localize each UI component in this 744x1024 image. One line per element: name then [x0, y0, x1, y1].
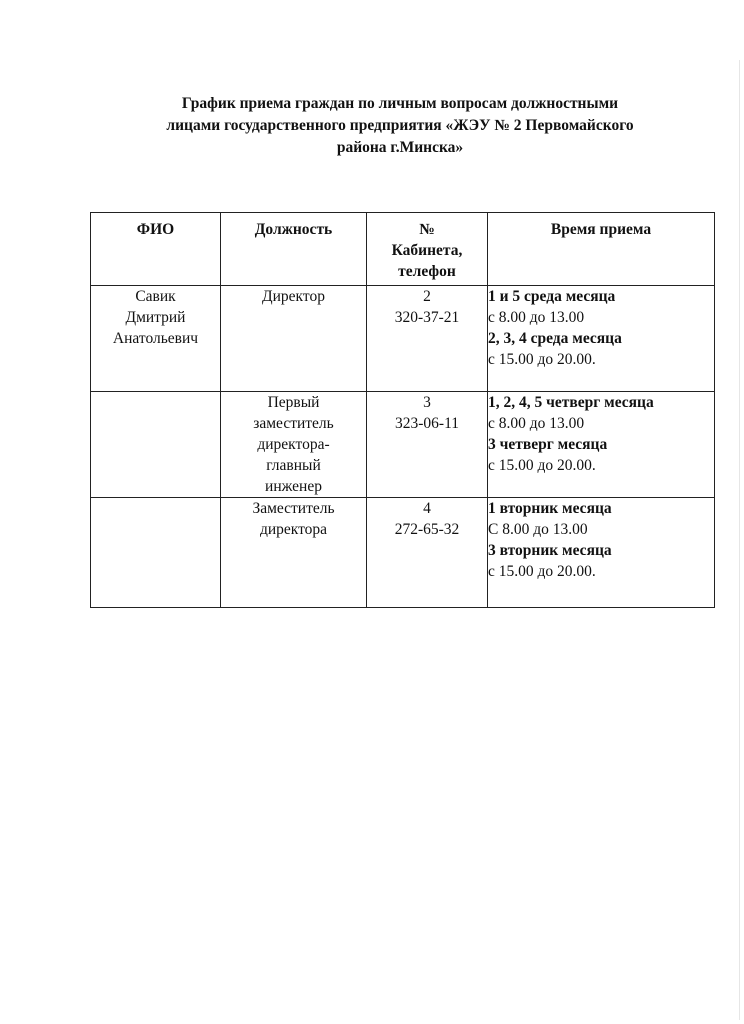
cell-reception-time: [488, 286, 715, 392]
position-line: директора-: [257, 436, 330, 453]
header-position: Должность: [221, 213, 367, 286]
title-line: лицами государственного предприятия «ЖЭУ № 2 Первомайского: [166, 117, 634, 134]
table-row: [91, 392, 715, 498]
time-schedule-days: 2, 3, 4 среда месяца: [488, 330, 622, 347]
phone-number: 323-06-11: [395, 415, 459, 432]
time-schedule-hours: с 8.00 до 13.00: [488, 309, 585, 326]
title-line: График приема граждан по личным вопросам должностными: [181, 95, 619, 112]
table-header-row: [91, 213, 715, 286]
position-line: директора: [259, 521, 328, 538]
fio-line: Дмитрий: [125, 309, 186, 326]
cabinet-number: 3: [423, 394, 431, 411]
cell-reception-time: [488, 498, 715, 608]
header-cabinet-phone: [367, 213, 488, 286]
page-title: [90, 93, 710, 159]
fio-line: Анатольевич: [112, 330, 199, 347]
time-schedule-days: 3 вторник месяца: [488, 542, 612, 559]
position-line: инженер: [265, 478, 322, 495]
cell-position: [221, 392, 367, 498]
cabinet-number: 4: [423, 500, 431, 517]
cabinet-number: 2: [423, 288, 431, 305]
header-reception-time: Время приема: [488, 213, 715, 286]
time-schedule-days: 3 четверг месяца: [488, 436, 608, 453]
position-line: Заместитель: [252, 500, 335, 517]
cell-fio: [91, 286, 221, 392]
position-line: Директор: [262, 288, 325, 305]
position-line: заместитель: [253, 415, 334, 432]
phone-number: 272-65-32: [394, 521, 460, 538]
time-schedule-hours: С 8.00 до 13.00: [488, 521, 588, 538]
time-schedule-days: 1, 2, 4, 5 четверг месяца: [488, 394, 654, 411]
cell-cabinet-phone: [367, 498, 488, 608]
scan-edge-line: [739, 60, 740, 1020]
cell-fio: [91, 392, 221, 498]
header-fio: ФИО: [91, 213, 221, 286]
position-line: главный: [266, 457, 321, 474]
time-schedule-days: 1 и 5 среда месяца: [488, 288, 616, 305]
header-cabinet-line: №: [419, 221, 435, 238]
table-row: [91, 498, 715, 608]
fio-line: Савик: [135, 288, 176, 305]
cell-cabinet-phone: [367, 286, 488, 392]
time-schedule-hours: с 8.00 до 13.00: [488, 415, 585, 432]
cell-cabinet-phone: [367, 392, 488, 498]
phone-number: 320-37-21: [394, 309, 460, 326]
time-schedule-hours: с 15.00 до 20.00.: [488, 457, 596, 474]
table-row: [91, 286, 715, 392]
position-line: Первый: [267, 394, 320, 411]
cell-position: [221, 498, 367, 608]
reception-schedule-table: [90, 212, 715, 608]
header-cabinet-line: телефон: [398, 263, 456, 280]
cell-position: [221, 286, 367, 392]
header-cabinet-line: Кабинета,: [391, 242, 463, 259]
time-schedule-hours: с 15.00 до 20.00.: [488, 563, 596, 580]
title-line: района г.Минска»: [336, 139, 464, 156]
time-schedule-hours: с 15.00 до 20.00.: [488, 351, 596, 368]
cell-fio: [91, 498, 221, 608]
time-schedule-days: 1 вторник месяца: [488, 500, 612, 517]
cell-reception-time: [488, 392, 715, 498]
